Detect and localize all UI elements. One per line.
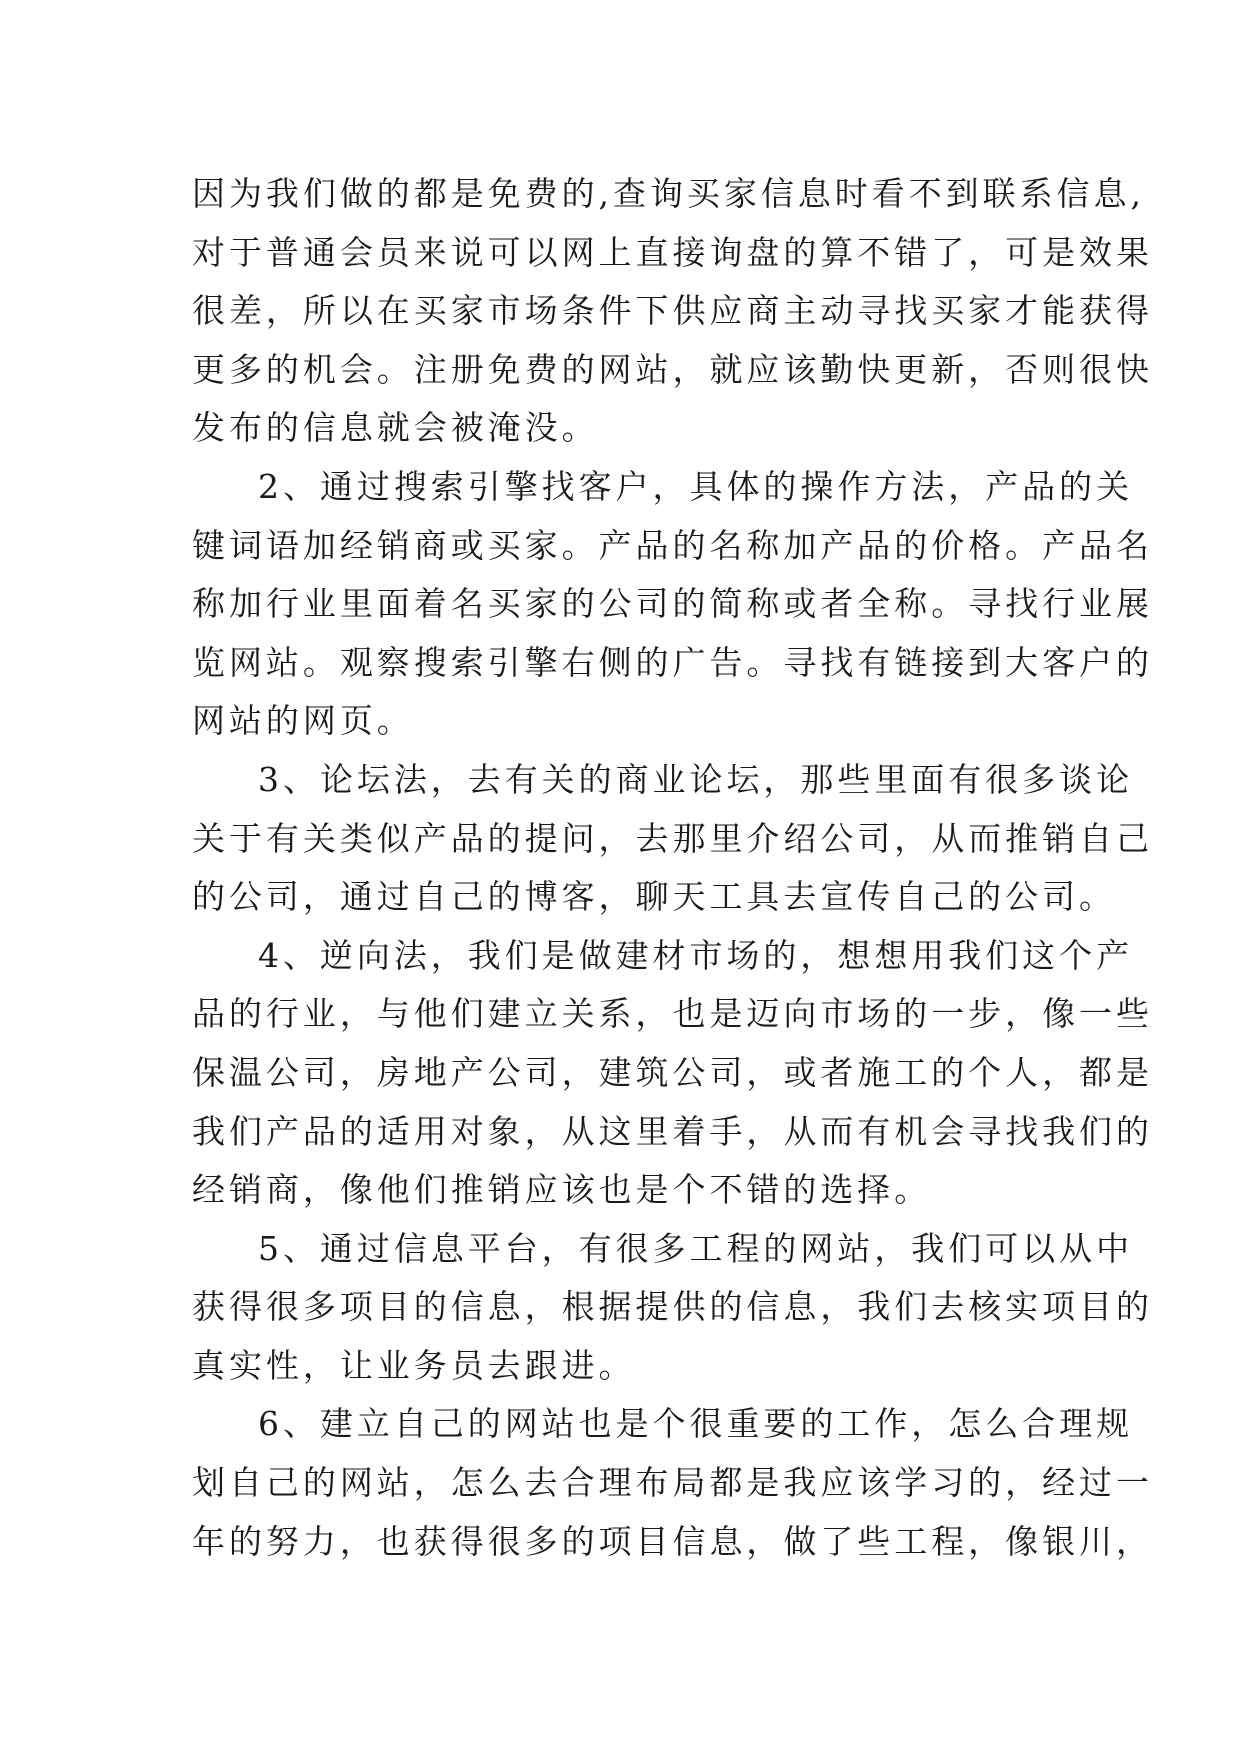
paragraph-3-first-line: 3、论坛法，去有关的商业论坛，那些里面有很多谈论 <box>258 759 1134 799</box>
text-line: 览网站。观察搜索引擎右侧的广告。寻找有链接到大客户的 <box>192 642 1153 682</box>
text-line: 真实性，让业务员去跟进。 <box>192 1345 636 1385</box>
paragraph-2-first-line: 2、通过搜索引擎找客户，具体的操作方法，产品的关 <box>258 466 1134 506</box>
text-line: 的公司，通过自己的博客，聊天工具去宣传自己的公司。 <box>192 877 1116 917</box>
text-line: 保温公司，房地产公司，建筑公司，或者施工的个人，都是 <box>192 1052 1153 1092</box>
text-line: 更多的机会。注册免费的网站，就应该勤快更新，否则很快 <box>192 349 1153 389</box>
text-line: 划自己的网站，怎么去合理布局都是我应该学习的，经过一 <box>192 1463 1153 1503</box>
text-line: 获得很多项目的信息，根据提供的信息，我们去核实项目的 <box>192 1287 1153 1327</box>
text-line: 因为我们做的都是免费的,查询买家信息时看不到联系信息, <box>192 174 1145 213</box>
document-body <box>192 165 1153 1571</box>
paragraph-5-first-line: 5、通过信息平台，有很多工程的网站，我们可以从中 <box>258 1228 1134 1268</box>
text-line: 网站的网页。 <box>192 701 414 741</box>
text-line: 称加行业里面着名买家的公司的简称或者全称。寻找行业展 <box>192 584 1153 624</box>
text-line: 经销商，像他们推销应该也是个不错的选择。 <box>192 1170 932 1210</box>
text-line: 很差，所以在买家市场条件下供应商主动寻找买家才能获得 <box>192 291 1153 331</box>
text-line: 键词语加经销商或买家。产品的名称加产品的价格。产品名 <box>192 525 1153 565</box>
text-line: 我们产品的适用对象，从这里着手，从而有机会寻找我们的 <box>192 1111 1153 1151</box>
paragraph-4-first-line: 4、逆向法，我们是做建材市场的，想想用我们这个产 <box>258 935 1134 975</box>
text-line: 对于普通会员来说可以网上直接询盘的算不错了，可是效果 <box>192 232 1153 272</box>
text-line: 品的行业，与他们建立关系，也是迈向市场的一步，像一些 <box>192 994 1153 1034</box>
text-line: 发布的信息就会被淹没。 <box>192 408 599 448</box>
paragraph-6-first-line: 6、建立自己的网站也是个很重要的工作，怎么合理规 <box>258 1404 1134 1444</box>
text-line: 关于有关类似产品的提问，去那里介绍公司，从而推销自己 <box>192 818 1153 858</box>
text-line: 年的努力，也获得很多的项目信息，做了些工程，像银川， <box>192 1521 1153 1561</box>
